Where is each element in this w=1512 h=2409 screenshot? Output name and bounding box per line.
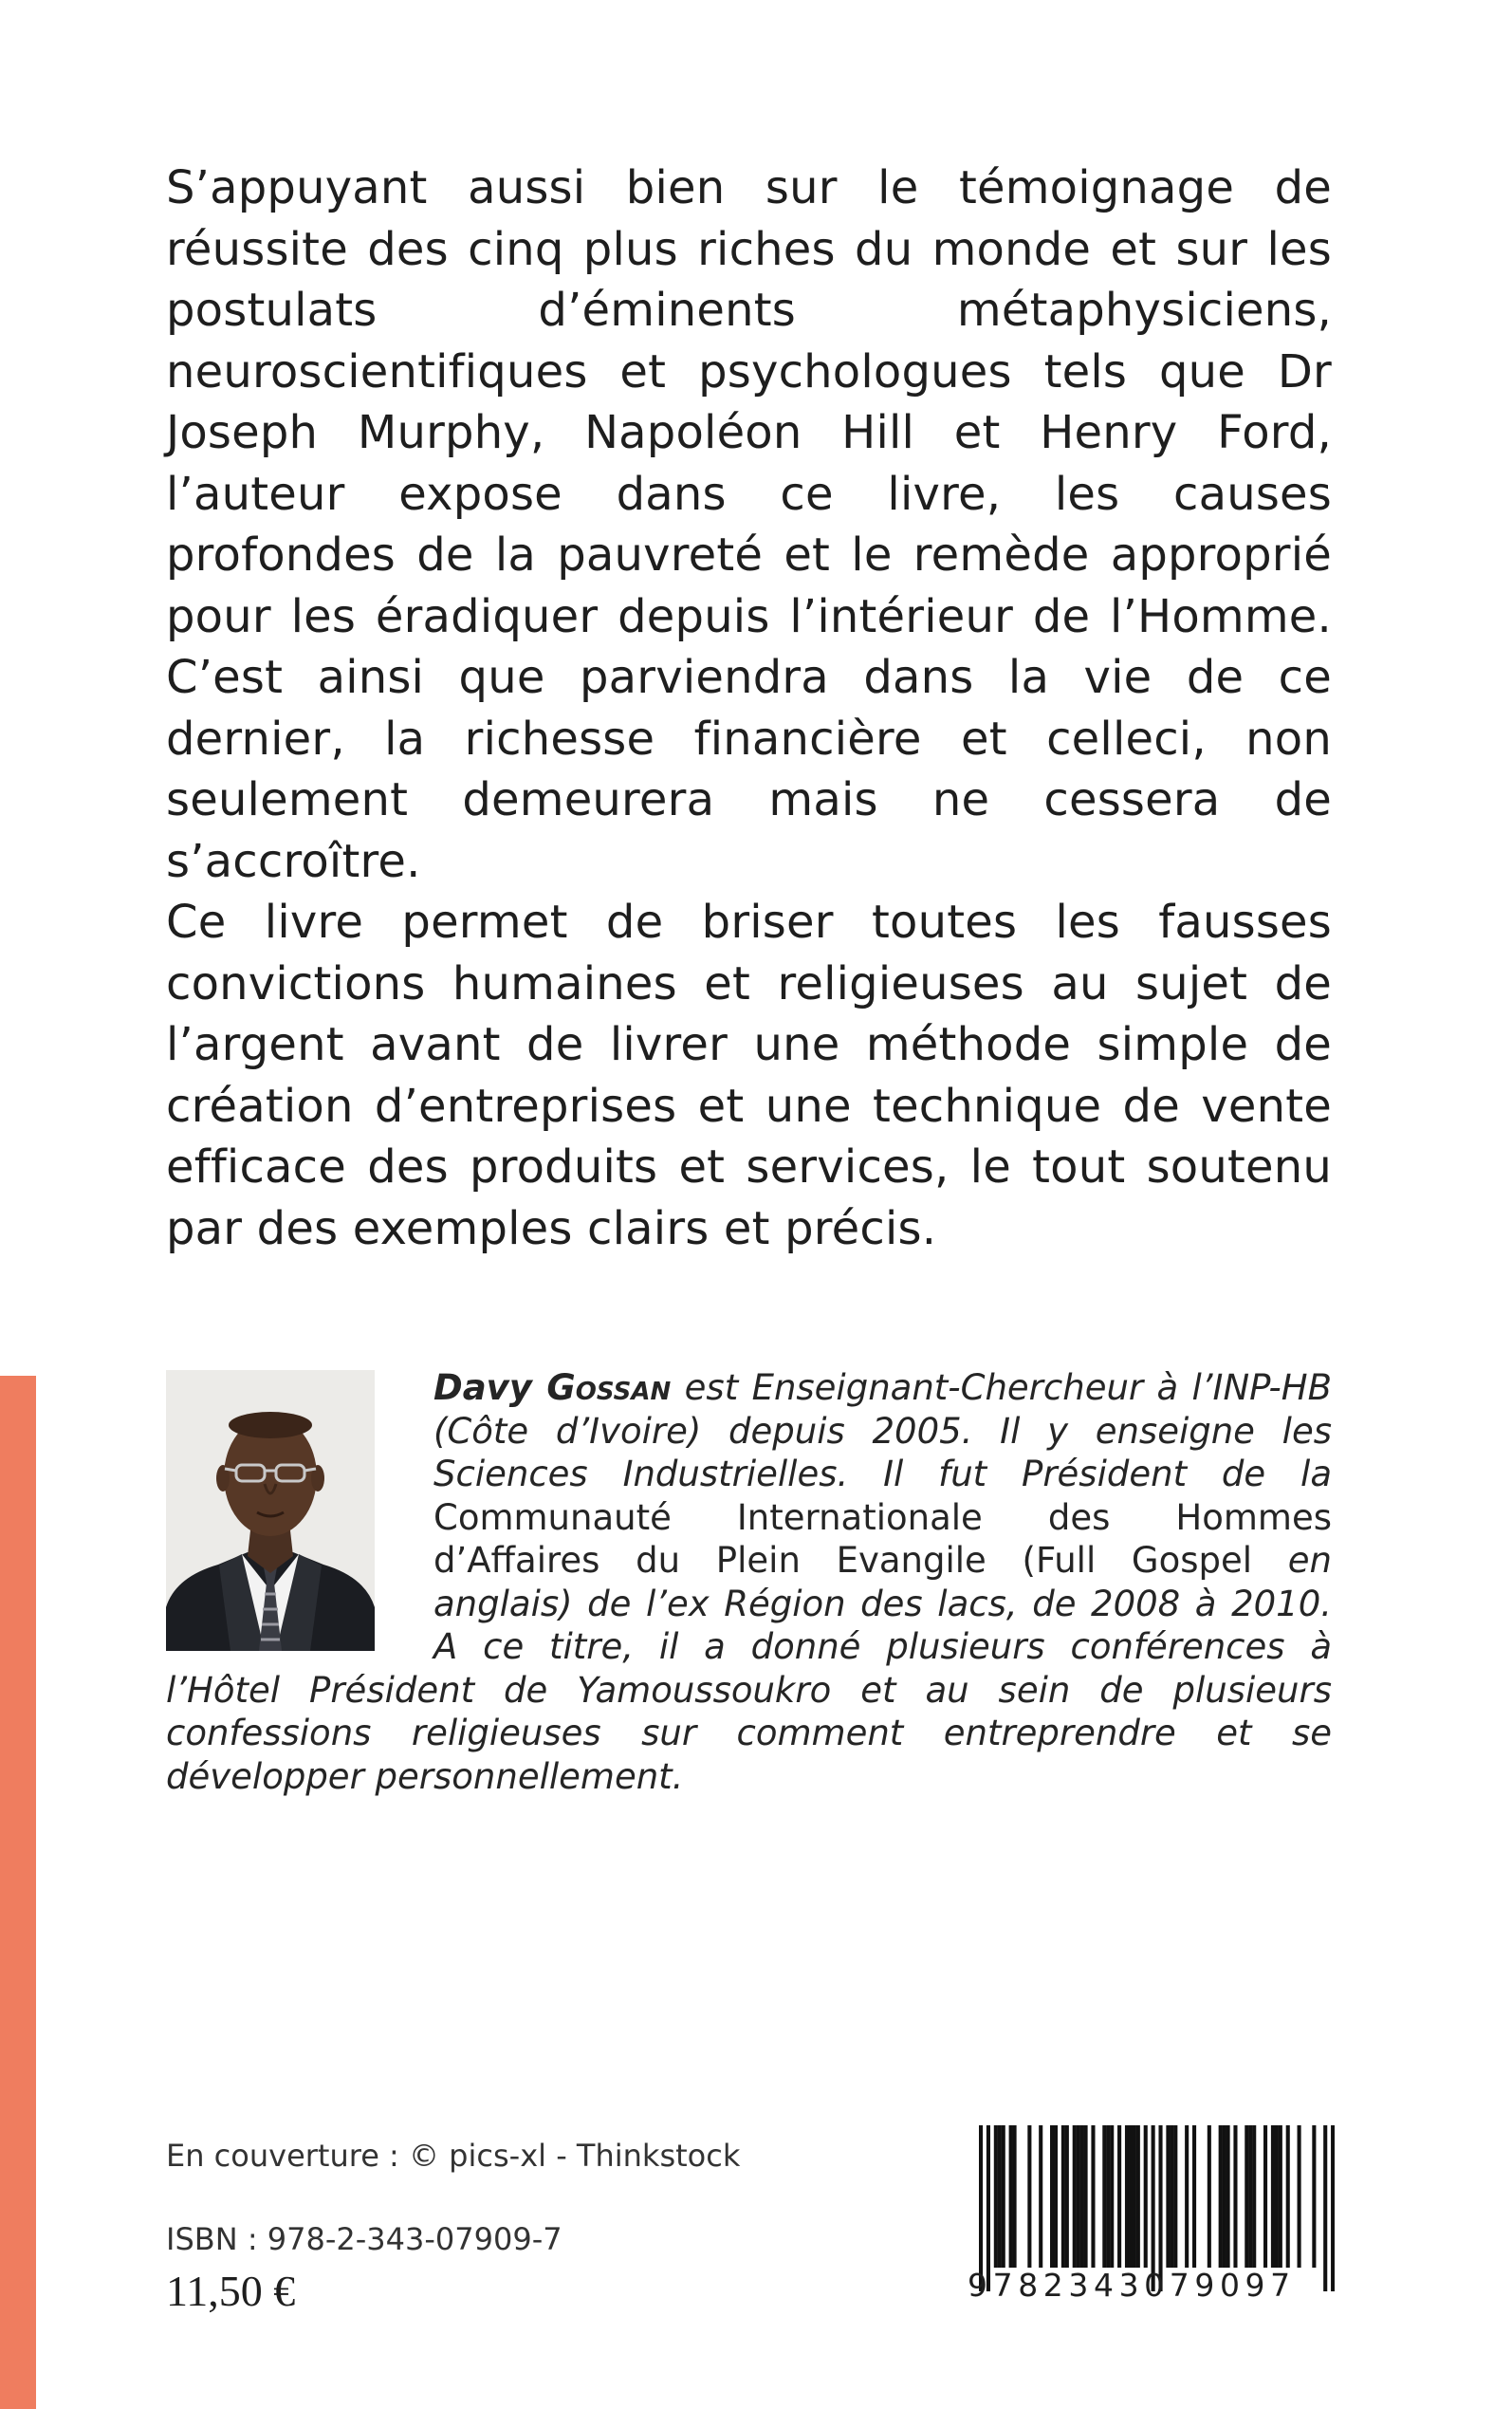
barcode-bar — [1208, 2125, 1211, 2268]
barcode-bar — [1133, 2125, 1136, 2268]
barcode-bar — [1129, 2125, 1133, 2268]
author-bio-upright-text: Communauté Internationale des Hommes d’Affaires du Plein Evangile (Full Gospel — [433, 1496, 1332, 1581]
barcode-bar — [1102, 2125, 1106, 2268]
barcode-bar — [1080, 2125, 1084, 2268]
author-portrait-image — [166, 1370, 375, 1651]
author-portrait — [166, 1370, 375, 1651]
barcode-bar — [1252, 2125, 1256, 2268]
barcode-bar — [1002, 2125, 1005, 2268]
barcode-bar — [998, 2125, 1002, 2268]
barcode-bar — [1286, 2125, 1290, 2268]
barcode-bar — [1084, 2125, 1088, 2268]
barcode-bar — [1110, 2125, 1114, 2268]
barcode-bar — [1279, 2125, 1282, 2268]
author-bio-text-2: en anglais) de l’ex Région des lacs, de 2008 à 2010. A ce titre, il a donné plusieurs conférences à l’Hôtel Président de Yamoussoukro et au sein de plusieurs confessions religieuses sur comment entreprendre et se développer personnellement. — [166, 1540, 1332, 1797]
barcode-bar — [1245, 2125, 1248, 2268]
barcode-bar — [1185, 2125, 1189, 2268]
barcode-bar — [1298, 2125, 1301, 2268]
barcode-bar — [1027, 2125, 1031, 2268]
barcode-bar — [1173, 2125, 1177, 2268]
back-cover-blurb — [166, 158, 1332, 1259]
barcode-bar — [1077, 2125, 1080, 2268]
barcode-bar — [1226, 2125, 1230, 2268]
price: 11,50 € — [166, 2267, 296, 2315]
barcode-bar — [1039, 2125, 1042, 2268]
cover-credit: En couverture : © pics-xl - Thinkstock — [166, 2138, 741, 2174]
barcode-bar — [1065, 2125, 1069, 2268]
barcode-bar — [1073, 2125, 1077, 2268]
barcode-bar — [994, 2125, 998, 2268]
barcode-bar — [1170, 2125, 1173, 2268]
author-first-name: Davy — [433, 1367, 532, 1408]
barcode-bar — [1275, 2125, 1279, 2268]
barcode-bar — [1050, 2125, 1054, 2268]
accent-bar — [0, 1376, 36, 2409]
barcode-bar — [1223, 2125, 1226, 2268]
barcode-bar — [1136, 2125, 1140, 2268]
author-bio — [166, 1366, 1332, 1798]
barcode-bar — [1106, 2125, 1110, 2268]
barcode-bar — [1054, 2125, 1058, 2268]
barcode-bar — [1192, 2125, 1196, 2268]
barcode-bar — [1144, 2125, 1148, 2268]
barcode-bar — [1117, 2125, 1121, 2268]
blurb-paragraph-2: Ce livre permet de briser toutes les fausses convictions humaines et religieuses au sujet de l’argent avant de livrer une méthode simple de création d’entreprises et une technique de vente efficace des produits et services, le tout soutenu par des exemples clairs et précis. — [166, 896, 1332, 1255]
author-surname: Gossan — [546, 1367, 672, 1408]
isbn: ISBN : 978-2-343-07909-7 — [166, 2221, 562, 2257]
barcode-bar — [1248, 2125, 1252, 2268]
barcode-bar — [1125, 2125, 1129, 2268]
author-bio-text-1: est Enseignant-Chercheur à l’INP-HB (Côte d’Ivoire) depuis 2005. Il y enseigne les Sciences Industrielles. Il fut Président de la — [433, 1367, 1332, 1494]
barcode-number: 9782343079097 — [968, 2267, 1296, 2304]
barcode-bar — [1166, 2125, 1170, 2268]
barcode-bar — [1263, 2125, 1267, 2268]
blurb-paragraph-1: S’appuyant aussi bien sur le témoignage de réussite des cinq plus riches du monde et sur les postulats d’éminents métaphysiciens, neuroscientifiques et psychologues tels que Dr Joseph Murphy, Napoléon Hill et Henry Ford, l’auteur expose dans ce livre, les causes profondes de la pauvreté et le remède approprié pour les éradiquer depuis l’intérieur de l’Homme. C’est ainsi que parviendra dans la vie de ce dernier, la richesse financière et celleci, non seulement demeurera mais ne cessera de s’accroître. — [166, 161, 1332, 888]
barcode-bar — [1233, 2125, 1237, 2268]
barcode-bar — [1091, 2125, 1095, 2268]
barcode-bar — [1219, 2125, 1223, 2268]
author-name — [433, 1367, 671, 1408]
barcode-bar — [1061, 2125, 1065, 2268]
barcode-bar — [1271, 2125, 1275, 2268]
barcode-bar — [1013, 2125, 1017, 2268]
barcode-bar — [1009, 2125, 1013, 2268]
barcode-bar — [1312, 2125, 1316, 2268]
